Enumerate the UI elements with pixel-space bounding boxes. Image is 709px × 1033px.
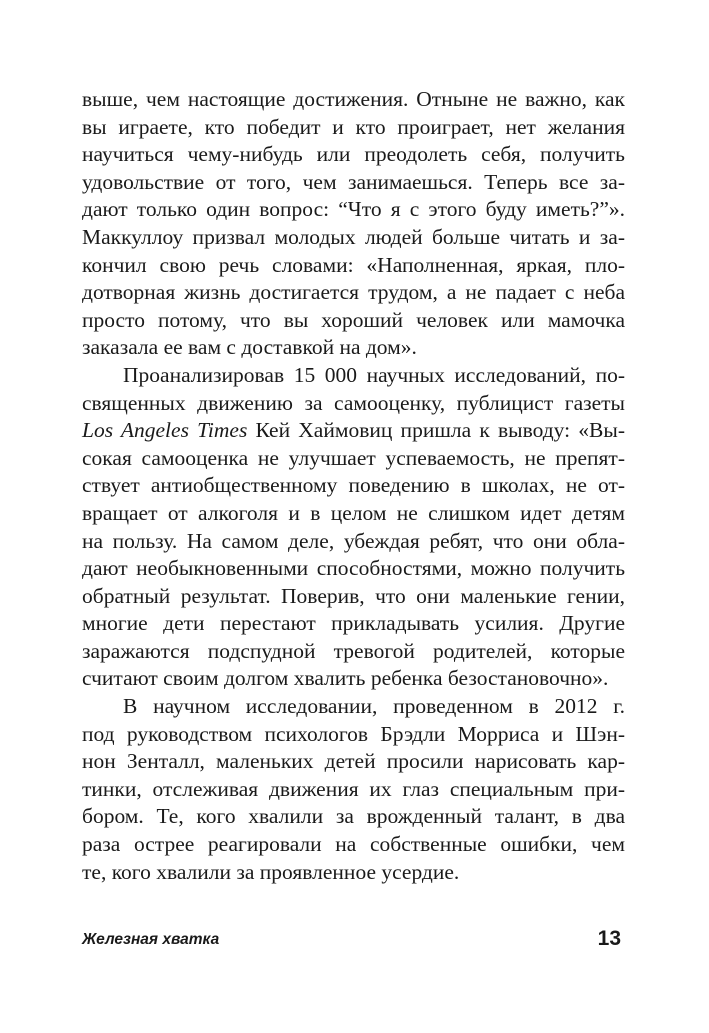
text-line: кончил свою речь словами: «Наполненная, яркая, пло- — [82, 252, 625, 277]
newspaper-name: Los Angeles Times — [82, 418, 248, 443]
text-line: заказала ее вам с доставкой на дом». — [82, 335, 417, 360]
text-line: на пользу. На самом деле, убеждая ребят, что они обла- — [82, 528, 625, 553]
text-line: священных движению за самооценку, публицист газеты — [82, 390, 625, 415]
text-line: обратный результат. Поверив, что они маленькие гении, — [82, 583, 625, 608]
text-line: ствует антиобщественному поведению в школах, не от- — [82, 473, 625, 498]
text-line: дают только один вопрос: “Что я с этого буду иметь?”». — [82, 197, 625, 222]
text-line: удовольствие от того, чем занимаешься. Теперь все за- — [82, 169, 625, 194]
text-line — [82, 417, 625, 445]
text-line: те, кого хвалили за проявленное усердие. — [82, 859, 460, 884]
text-line: Проанализировав 15 000 научных исследований, по- — [123, 362, 625, 387]
page-number: 13 — [597, 927, 621, 950]
text-line: дотворная жизнь достигается трудом, а не падает с неба — [82, 280, 625, 305]
page-body — [82, 86, 625, 886]
text-line: вращает от алкоголя и в целом не слишком идет детям — [82, 500, 625, 525]
text-line: под руководством психологов Брэдли Морриса и Шэн- — [82, 721, 625, 746]
running-footer-title: Железная хватка — [82, 931, 220, 948]
paragraph — [82, 693, 625, 886]
text-line: Маккуллоу призвал молодых людей больше читать и за- — [82, 224, 625, 249]
text-line: сокая самооценка не улучшает успеваемость, не препят- — [82, 445, 625, 470]
paragraph — [82, 86, 625, 362]
text-line: В научном исследовании, проведенном в 2012 г. — [123, 694, 625, 719]
text-line: тинки, отслеживая движения их глаз специальным при- — [82, 776, 625, 801]
text-line: нон Зенталл, маленьких детей просили нарисовать кар- — [82, 749, 625, 774]
page-footer — [82, 927, 625, 955]
paragraph — [82, 362, 625, 693]
text-line: заражаются подспудной тревогой родителей, которые — [82, 638, 625, 663]
text-line: многие дети перестают прикладывать усилия. Другие — [82, 611, 625, 636]
text-line: раза острее реагировали на собственные ошибки, чем — [82, 832, 625, 857]
text-line: вы играете, кто победит и кто проиграет, нет желания — [82, 114, 625, 139]
text-line: бором. Те, кого хвалили за врожденный талант, в два — [82, 804, 625, 829]
text-line: просто потому, что вы хороший человек или мамочка — [82, 307, 625, 332]
text-line: дают необыкновенными способностями, можно получить — [82, 556, 625, 581]
text-line: выше, чем настоящие достижения. Отныне не важно, как — [82, 87, 625, 111]
text-run: Кей Хаймовиц пришла к выводу: «Вы- — [247, 418, 625, 443]
text-line: научиться чему-нибудь или преодолеть себя, получить — [82, 142, 625, 167]
text-line: считают своим долгом хвалить ребенка безостановочно». — [82, 666, 609, 691]
